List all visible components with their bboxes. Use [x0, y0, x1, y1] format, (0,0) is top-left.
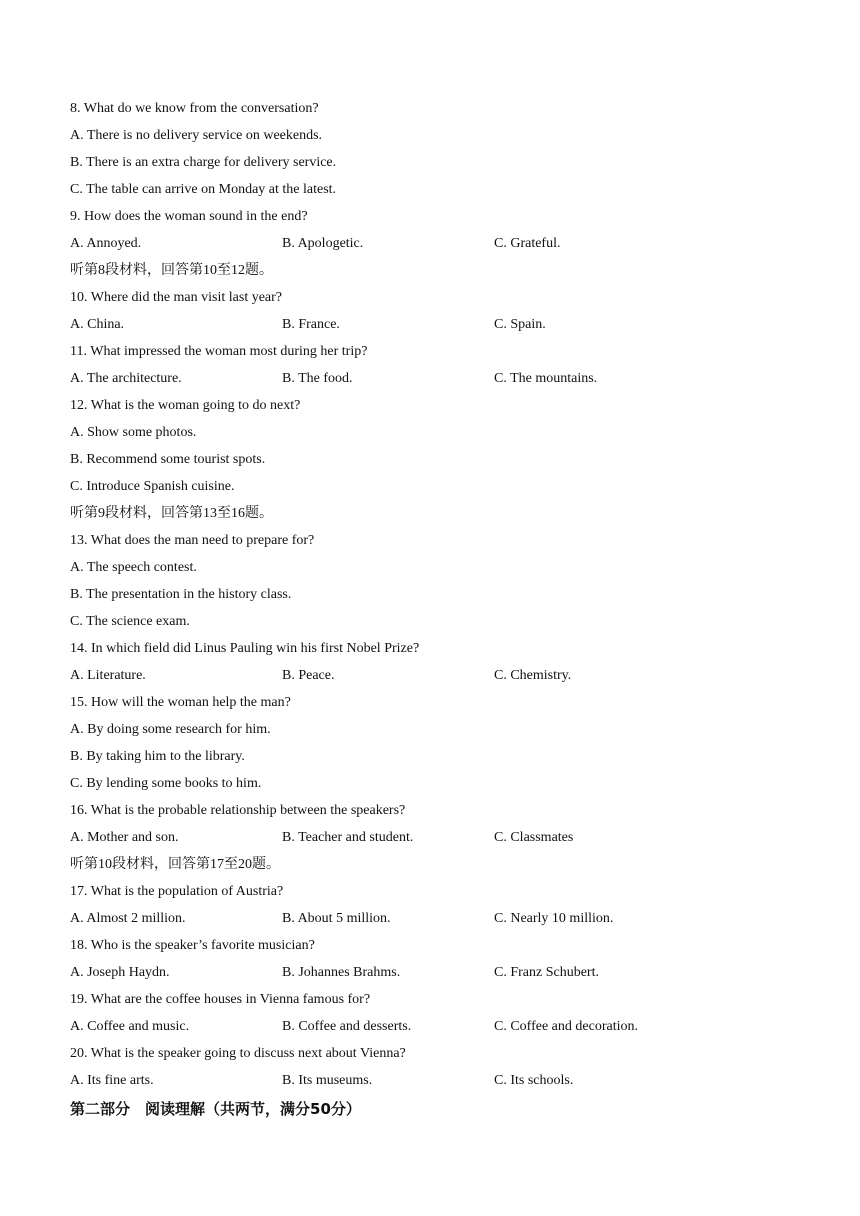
- question-20: 20. What is the speaker going to discuss next about Vienna?: [70, 1046, 406, 1061]
- option-9a: A. Annoyed.: [70, 236, 142, 251]
- question-12: 12. What is the woman going to do next?: [70, 398, 301, 413]
- options-19: [70, 1013, 790, 1040]
- option-20a: A. Its fine arts.: [70, 1073, 154, 1088]
- option-18b: B. Johannes Brahms.: [282, 965, 401, 980]
- option-16b: B. Teacher and student.: [282, 830, 414, 845]
- option-9b: B. Apologetic.: [282, 236, 364, 251]
- options-11: [70, 365, 790, 392]
- option-8b: B. There is an extra charge for delivery service.: [70, 155, 337, 170]
- question-14: 14. In which field did Linus Pauling win his first Nobel Prize?: [70, 641, 420, 656]
- options-17: [70, 905, 790, 932]
- question-10: 10. Where did the man visit last year?: [70, 290, 283, 305]
- option-14b: B. Peace.: [282, 668, 335, 683]
- option-13c: C. The science exam.: [70, 614, 190, 629]
- option-17a: A. Almost 2 million.: [70, 911, 186, 926]
- option-15c: C. By lending some books to him.: [70, 776, 262, 791]
- option-18a: A. Joseph Haydn.: [70, 965, 170, 980]
- question-9: 9. How does the woman sound in the end?: [70, 209, 308, 224]
- options-20: [70, 1067, 790, 1094]
- option-14c: C. Chemistry.: [494, 668, 572, 683]
- section-2-heading: 第二部分 阅读理解（共两节，满分50分）: [70, 1100, 361, 1118]
- option-12b: B. Recommend some tourist spots.: [70, 452, 266, 467]
- options-9: [70, 230, 790, 257]
- options-14: [70, 662, 790, 689]
- option-16c: C. Classmates: [494, 830, 574, 845]
- option-15a: A. By doing some research for him.: [70, 722, 271, 737]
- listening-questions: [70, 95, 790, 1124]
- option-11c: C. The mountains.: [494, 371, 598, 386]
- option-10c: C. Spain.: [494, 317, 546, 332]
- question-13: 13. What does the man need to prepare for?: [70, 533, 315, 548]
- option-13b: B. The presentation in the history class.: [70, 587, 292, 602]
- options-18: [70, 959, 790, 986]
- option-15b: B. By taking him to the library.: [70, 749, 245, 764]
- option-19b: B. Coffee and desserts.: [282, 1019, 412, 1034]
- question-18: 18. Who is the speaker’s favorite musician?: [70, 938, 315, 953]
- options-10: [70, 311, 790, 338]
- instruction-passage-8: 听第8段材料，回答第10至12题。: [70, 263, 273, 278]
- option-8c: C. The table can arrive on Monday at the latest.: [70, 182, 337, 197]
- question-8: 8. What do we know from the conversation?: [70, 101, 319, 116]
- question-19: 19. What are the coffee houses in Vienna famous for?: [70, 992, 371, 1007]
- option-20b: B. Its museums.: [282, 1073, 373, 1088]
- question-11: 11. What impressed the woman most during her trip?: [70, 344, 368, 359]
- option-18c: C. Franz Schubert.: [494, 965, 599, 980]
- question-17: 17. What is the population of Austria?: [70, 884, 284, 899]
- option-12a: A. Show some photos.: [70, 425, 197, 440]
- option-14a: A. Literature.: [70, 668, 146, 683]
- instruction-passage-10: 听第10段材料，回答第17至20题。: [70, 857, 280, 872]
- instruction-passage-9: 听第9段材料，回答第13至16题。: [70, 506, 273, 521]
- question-16: 16. What is the probable relationship between the speakers?: [70, 803, 406, 818]
- option-17c: C. Nearly 10 million.: [494, 911, 614, 926]
- option-16a: A. Mother and son.: [70, 830, 179, 845]
- option-10a: A. China.: [70, 317, 125, 332]
- option-19a: A. Coffee and music.: [70, 1019, 190, 1034]
- option-8a: A. There is no delivery service on weekends.: [70, 128, 323, 143]
- option-11b: B. The food.: [282, 371, 353, 386]
- option-12c: C. Introduce Spanish cuisine.: [70, 479, 235, 494]
- option-19c: C. Coffee and decoration.: [494, 1019, 638, 1034]
- option-13a: A. The speech contest.: [70, 560, 197, 575]
- option-9c: C. Grateful.: [494, 236, 561, 251]
- option-10b: B. France.: [282, 317, 340, 332]
- option-20c: C. Its schools.: [494, 1073, 574, 1088]
- option-11a: A. The architecture.: [70, 371, 182, 386]
- options-16: [70, 824, 790, 851]
- question-15: 15. How will the woman help the man?: [70, 695, 291, 710]
- option-17b: B. About 5 million.: [282, 911, 391, 926]
